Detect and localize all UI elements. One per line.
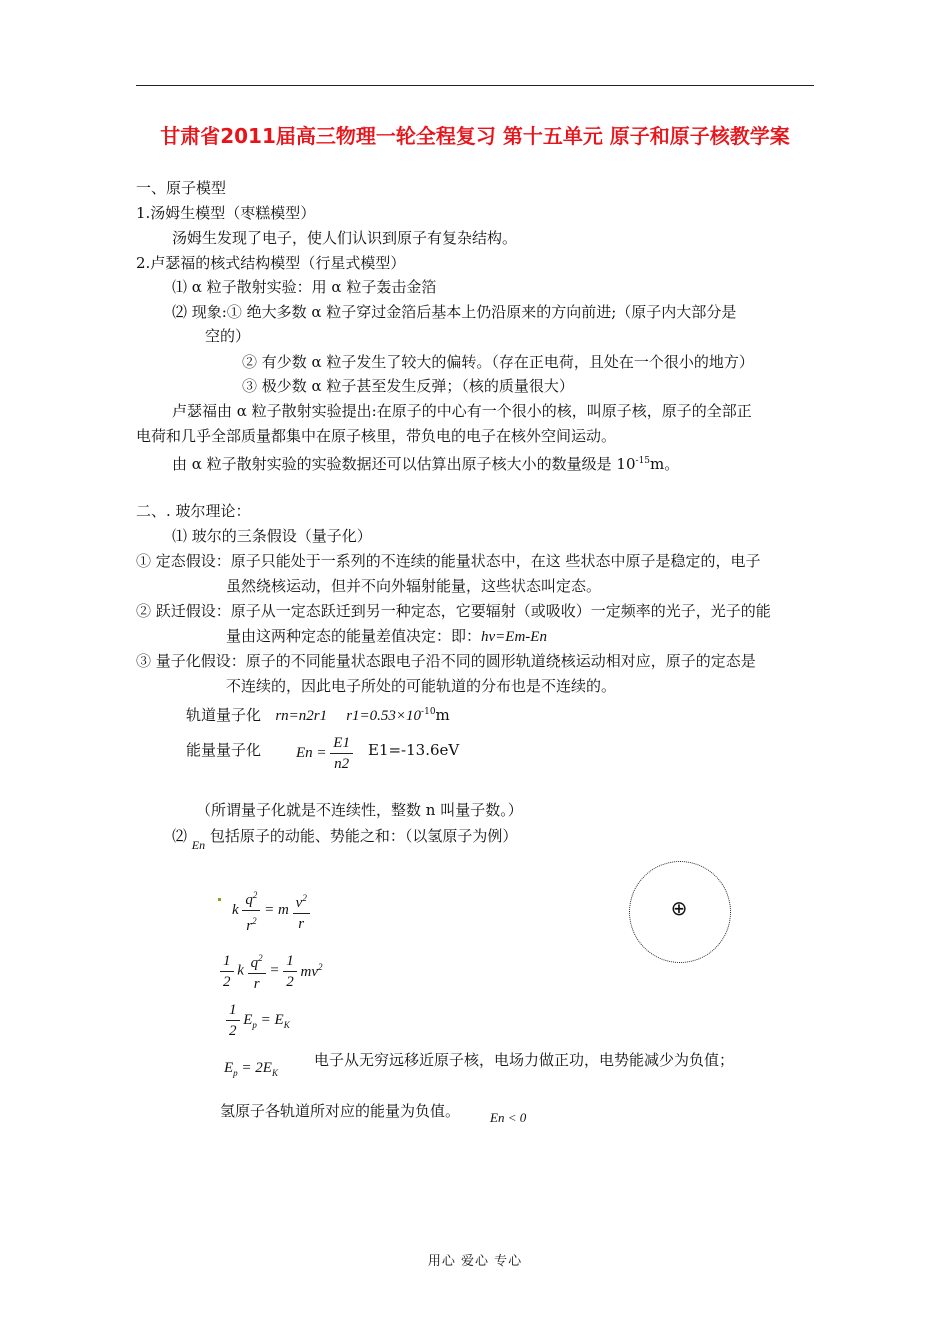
photon-energy-equation: hν=Em-En	[481, 629, 547, 645]
quantization-postulate: ③ 量子化假设：原子的不同能量状态跟电子沿不同的圆形轨道绕核运动相对应，原子的定态是	[136, 652, 756, 670]
thomson-model-body: 汤姆生发现了电子，使人们认识到原子有复杂结构。	[172, 229, 518, 247]
scattering-experiment: ⑴ α 粒子散射实验：用 α 粒子轰击金箔	[172, 278, 437, 296]
transition-postulate-cont: 量由这两种定态的能量差值决定：即：hν=Em-En	[226, 627, 547, 645]
bullet-dot	[218, 898, 221, 901]
potential-kinetic-relation: $E_p = 2E_K$	[224, 1060, 278, 1078]
phenomenon-1: ⑵ 现象:① 绝大多数 α 粒子穿过金箔后基本上仍沿原来的方向前进;（原子内大部分是	[172, 303, 737, 321]
section-heading-bohr: 二、. 玻尔理论：	[136, 502, 251, 520]
section-heading-atom-model: 一、原子模型	[136, 179, 227, 197]
quantization-postulate-cont: 不连续的，因此电子所处的可能轨道的分布也是不连续的。	[226, 677, 617, 695]
half-potential-equals-kinetic: $\frac{1}{2}$ $E_p = E_K$	[226, 1000, 290, 1041]
rutherford-model-title: 2.卢瑟福的核式结构模型（行星式模型）	[136, 254, 406, 272]
rutherford-conclusion: 卢瑟福由 α 粒子散射实验提出:在原子的中心有一个很小的核，叫原子核，原子的全部正	[172, 402, 752, 420]
phenomenon-3: ③ 极少数 α 粒子甚至发生反弹；（核的质量很大）	[242, 377, 574, 395]
document-title: 甘肃省2011届高三物理一轮全程复习 第十五单元 原子和原子核教学案	[160, 124, 790, 148]
phenomenon-2: ② 有少数 α 粒子发生了较大的偏转。（存在正电荷，且处在一个很小的地方）	[242, 353, 754, 371]
page-footer: 用心 爱心 专心	[427, 1254, 523, 1269]
thomson-model-title: 1.汤姆生模型（枣糕模型）	[136, 204, 316, 222]
nucleus-icon: ⊕	[670, 896, 688, 920]
transition-postulate: ② 跃迁假设：原子从一定态跃迁到另一种定态，它要辐射（或吸收）一定频率的光子，光子的能	[136, 602, 771, 620]
bohr-postulates-title: ⑴ 玻尔的三条假设（量子化）	[172, 527, 372, 545]
phenomenon-1-cont: 空的）	[205, 327, 251, 345]
header-rule	[136, 85, 814, 86]
rutherford-conclusion-cont: 电荷和几乎全部质量都集中在原子核里，带负电的电子在核外空间运动。	[136, 427, 617, 445]
quantum-number-note: （所谓量子化就是不连续性，整数 n 叫量子数。）	[196, 801, 523, 819]
energy-quantization-label: 能量量子化	[186, 741, 262, 759]
orbit-radius-equation: rn=n2r1	[275, 708, 328, 724]
nucleus-size-estimate: 由 α 粒子散射实验的实验数据还可以估算出原子核大小的数量级是 $10^{-15}m$。	[172, 455, 680, 473]
potential-energy-explanation: 电子从无穷远移近原子核，电场力做正功，电势能减少为负值；	[314, 1051, 735, 1069]
energy-level-equation: En = $\frac{E1}{n2}$	[296, 733, 353, 774]
coulomb-centripetal-equation: k $\frac{q^2}{r^2}$ = m $\frac{v^2}{r}$	[232, 885, 310, 936]
orbit-quantization: 轨道量子化 rn=n2r1 $r1=0.53\times 10^{-10}m$	[186, 706, 450, 724]
negative-energy-statement: 氢原子各轨道所对应的能量为负值。	[220, 1102, 461, 1120]
kinetic-energy-equation: $\frac{1}{2}$ k $\frac{q^2}{r}$ = $\frac{1}{2}$ $mv^2$	[220, 948, 323, 994]
ground-state-energy: E1=-13.6eV	[368, 741, 460, 759]
negative-energy-inequality: En < 0	[490, 1110, 527, 1125]
stationary-state-postulate: ① 定态假设：原子只能处于一系列的不连续的能量状态中，在这 些状态中原子是稳定的，电子	[136, 552, 761, 570]
stationary-state-postulate-cont: 虽然绕核运动，但并不向外辐射能量，这些状态叫定态。	[226, 577, 602, 595]
energy-composition: ⑵ $_{En}$ 包括原子的动能、势能之和：（以氢原子为例）	[172, 827, 518, 852]
